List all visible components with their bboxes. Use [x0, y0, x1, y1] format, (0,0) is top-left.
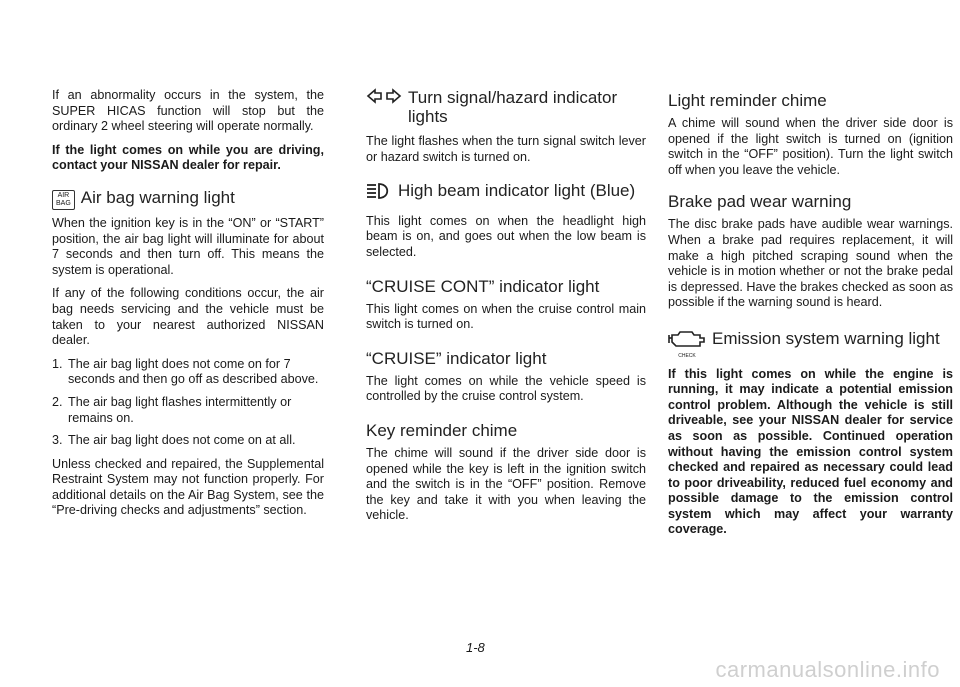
key-reminder-body: The chime will sound if the driver side door is opened while the key is left in the ignition switch and the switch is in the “OFF” position. Remove the key and take it with you when leaving the vehicle.	[366, 445, 646, 523]
high-beam-body: This light comes on when the headlight high beam is on, and goes out when the low beam is selected.	[366, 213, 646, 259]
cruise-cont-body: This light comes on when the cruise control main switch is turned on.	[366, 301, 646, 332]
airbag-icon-text-top: AIR	[57, 191, 70, 199]
list-item-text: The air bag light flashes intermittently or remains on.	[68, 394, 292, 425]
high-beam-title: High beam indicator light (Blue)	[398, 181, 636, 201]
hicas-warning-text: If the light comes on while you are driving, contact your NISSAN dealer for repair.	[52, 142, 324, 173]
turn-signal-title: Turn signal/hazard indicator lights	[408, 88, 618, 126]
emission-title: Emission system warning light	[712, 328, 940, 348]
list-item-text: The air bag light does not come on for 7 seconds and then go off as described above.	[68, 356, 319, 387]
cruise-body: The light comes on while the vehicle speed is controlled by the cruise control system.	[366, 373, 646, 404]
airbag-icon	[52, 190, 75, 210]
cruise-title: “CRUISE” indicator light	[366, 348, 547, 368]
high-beam-heading	[366, 181, 646, 206]
airbag-heading	[52, 188, 324, 210]
list-item-number: 1.	[52, 356, 63, 371]
check-engine-icon-text: CHECK	[678, 352, 696, 359]
list-item-number: 3.	[52, 433, 63, 448]
hicas-abnormality-text: If an abnormality occurs in the system, the SUPER HICAS function will stop but the ordinary 2 wheel steering will operate normally.	[52, 88, 324, 134]
list-item	[52, 395, 324, 426]
light-reminder-title: Light reminder chime	[668, 91, 827, 110]
light-reminder-body: A chime will sound when the driver side door is opened if the light switch is turned on (ignition switch in the “OFF” position). Turn the light switch off when you leave the vehicle.	[668, 116, 953, 177]
list-item-number: 2.	[52, 394, 63, 409]
emission-heading	[668, 329, 953, 359]
watermark: carmanualsonline.info	[715, 657, 940, 682]
cruise-cont-title: “CRUISE CONT” indicator light	[366, 276, 600, 296]
column-middle	[366, 88, 646, 532]
airbag-icon-text-bottom: BAG	[56, 199, 71, 207]
airbag-para-1: When the ignition key is in the “ON” or “START” position, the air bag light will illuminate for about 7 seconds and then turn off. This means the system is operational.	[52, 215, 324, 277]
key-reminder-title: Key reminder chime	[366, 420, 518, 440]
airbag-title: Air bag warning light	[80, 187, 235, 207]
turn-arrows-icon	[366, 88, 402, 109]
check-engine-icon	[668, 329, 706, 359]
column-left	[52, 88, 324, 527]
emission-body: If this light comes on while the engine is running, it may indicate a potential emission control problem. Although the vehicle is still driveable, see your NISSAN dealer for service as soon as possible. Continued operation without having the emission control system checked and repaired as necessary could lead to poor driveability, reduced fuel economy and possible damage to the emission control system which may affect your warranty coverage.	[668, 366, 953, 537]
high-beam-icon	[366, 181, 392, 206]
page-number: 1-8	[466, 640, 485, 655]
column-right	[668, 88, 953, 546]
turn-signal-body: The light flashes when the turn signal switch lever or hazard switch is turned on.	[366, 134, 646, 164]
list-item	[52, 357, 324, 388]
airbag-para-3: Unless checked and repaired, the Supplemental Restraint System may not function properly. For additional details on the Air Bag System, see the “Pre-driving checks and adjustments” section.	[52, 456, 324, 518]
airbag-conditions-list	[52, 357, 324, 449]
turn-signal-heading	[366, 88, 646, 126]
airbag-para-2: If any of the following conditions occur, the air bag needs servicing and the vehicle must be taken to your nearest authorized NISSAN dealer.	[52, 286, 324, 348]
brake-pad-title: Brake pad wear warning	[668, 192, 852, 212]
brake-pad-body: The disc brake pads have audible wear warnings. When a brake pad requires replacement, it will make a high pitched scraping sound when the vehicle is in motion whether or not the brake pedal is depressed. Have the brakes checked as soon as possible if the warning sound is heard.	[668, 217, 953, 310]
list-item	[52, 433, 324, 449]
list-item-text: The air bag light does not come on at all.	[68, 433, 296, 448]
